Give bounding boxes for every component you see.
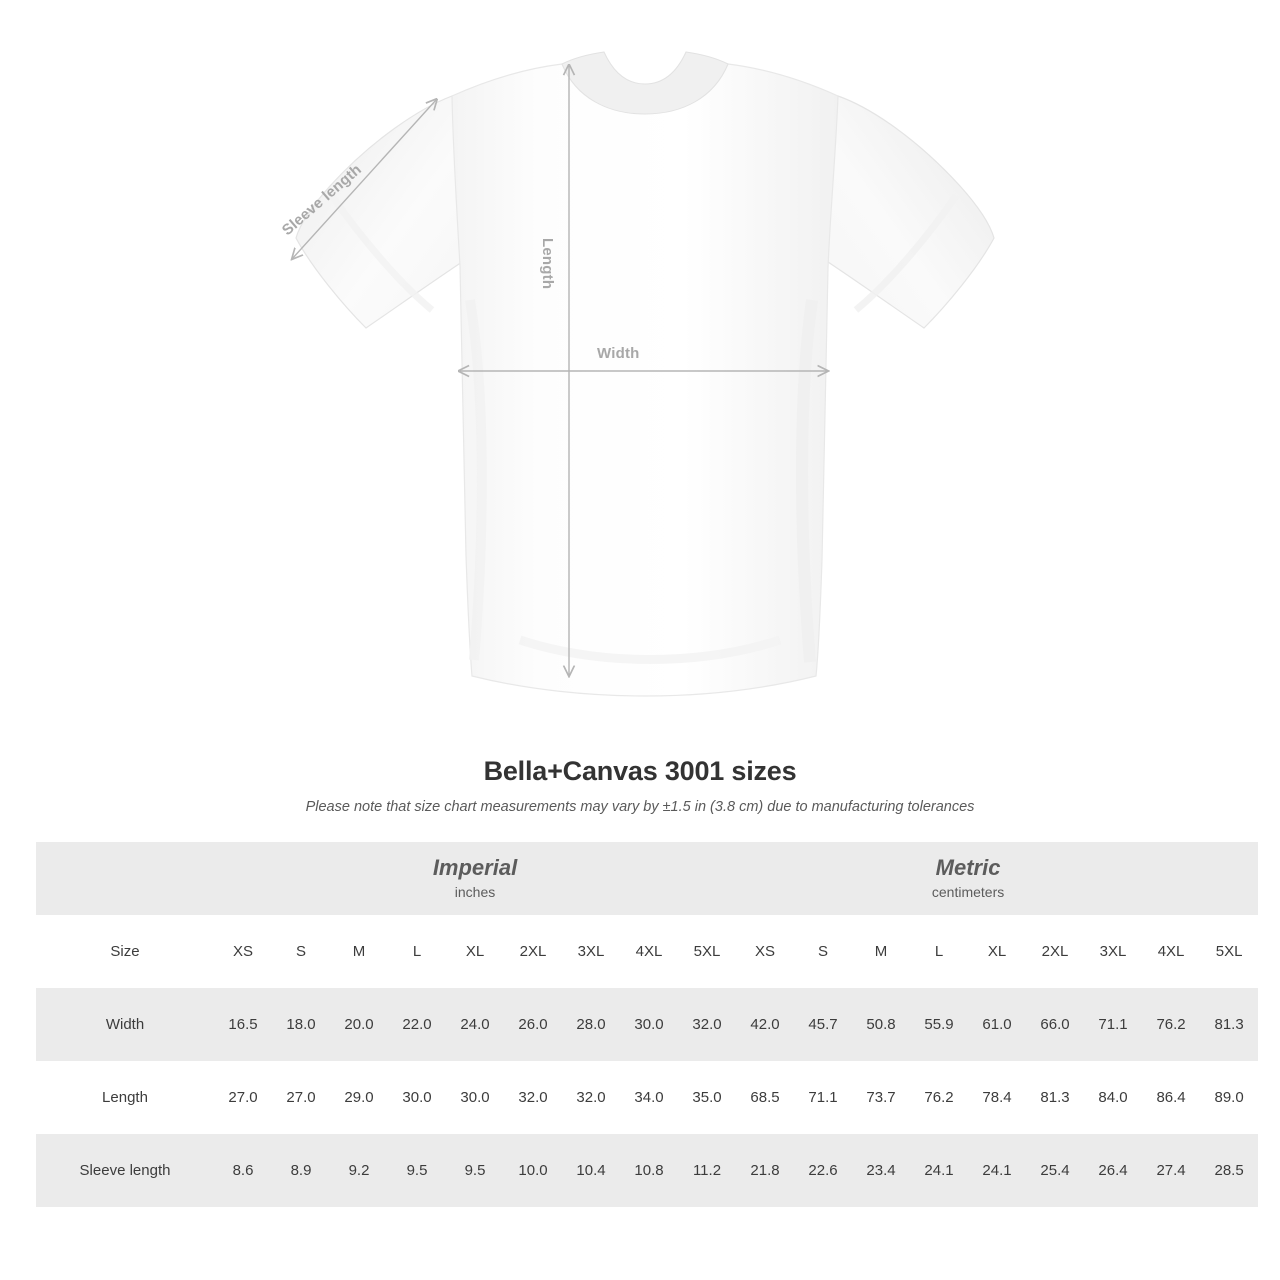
width-label: Width (597, 345, 640, 362)
table-cell: 32.0 (678, 988, 736, 1061)
size-header-cell: XL (446, 915, 504, 988)
size-header-cell: XS (214, 915, 272, 988)
table-cell: 24.0 (446, 988, 504, 1061)
table-cell: 30.0 (446, 1061, 504, 1134)
table-cell: 11.2 (678, 1134, 736, 1207)
row-label-sleeve-length: Sleeve length (36, 1134, 214, 1207)
table-cell: 28.0 (562, 988, 620, 1061)
size-header-cell: XL (968, 915, 1026, 988)
table-cell: 68.5 (736, 1061, 794, 1134)
table-cell: 28.5 (1200, 1134, 1258, 1207)
table-cell: 9.5 (446, 1134, 504, 1207)
table-row-sizes (36, 915, 1258, 988)
table-cell: 26.4 (1084, 1134, 1142, 1207)
table-cell: 73.7 (852, 1061, 910, 1134)
table-row (36, 1134, 1258, 1207)
table-cell: 78.4 (968, 1061, 1026, 1134)
table-cell: 55.9 (910, 988, 968, 1061)
table-cell: 50.8 (852, 988, 910, 1061)
table-cell: 27.0 (214, 1061, 272, 1134)
page-title: Bella+Canvas 3001 sizes (483, 756, 797, 786)
table-cell: 84.0 (1084, 1061, 1142, 1134)
table-cell: 27.4 (1142, 1134, 1200, 1207)
table-cell: 30.0 (388, 1061, 446, 1134)
size-header-cell: L (388, 915, 446, 988)
table-cell: 10.8 (620, 1134, 678, 1207)
size-header-cell: 2XL (504, 915, 562, 988)
table-cell: 8.9 (272, 1134, 330, 1207)
size-header-cell: 4XL (620, 915, 678, 988)
table-row (36, 988, 1258, 1061)
table-cell: 71.1 (1084, 988, 1142, 1061)
table-row (36, 1061, 1258, 1134)
size-header-cell: 3XL (562, 915, 620, 988)
row-label-width: Width (36, 988, 214, 1061)
shirt-body (296, 52, 994, 696)
table-cell: 9.5 (388, 1134, 446, 1207)
table-cell: 76.2 (1142, 988, 1200, 1061)
size-header-cell: 3XL (1084, 915, 1142, 988)
table-cell: 10.4 (562, 1134, 620, 1207)
size-header-cell: XS (736, 915, 794, 988)
table-cell: 24.1 (910, 1134, 968, 1207)
table-cell: 27.0 (272, 1061, 330, 1134)
table-cell: 30.0 (620, 988, 678, 1061)
table-cell: 21.8 (736, 1134, 794, 1207)
table-cell: 23.4 (852, 1134, 910, 1207)
size-header-cell: 5XL (678, 915, 736, 988)
table-cell: 16.5 (214, 988, 272, 1061)
size-header-cell: M (330, 915, 388, 988)
size-table (36, 842, 1258, 1207)
tolerance-note: Please note that size chart measurements may vary by ±1.5 in (3.8 cm) due to manufacturing tolerances (305, 799, 975, 815)
table-cell: 34.0 (620, 1061, 678, 1134)
table-cell: 20.0 (330, 988, 388, 1061)
table-cell: 8.6 (214, 1134, 272, 1207)
sleeve-length-label: Sleeve length (278, 161, 365, 239)
size-header-cell: L (910, 915, 968, 988)
table-cell: 66.0 (1026, 988, 1084, 1061)
table-cell: 32.0 (504, 1061, 562, 1134)
unit-group-metric-name: Metric (935, 855, 1001, 881)
unit-group-spacer (36, 842, 214, 915)
table-cell: 9.2 (330, 1134, 388, 1207)
table-cell: 32.0 (562, 1061, 620, 1134)
size-table-wrapper (36, 842, 1244, 1207)
table-cell: 25.4 (1026, 1134, 1084, 1207)
size-header-cell: M (852, 915, 910, 988)
table-cell: 24.1 (968, 1134, 1026, 1207)
table-cell: 42.0 (736, 988, 794, 1061)
unit-group-metric (736, 842, 1200, 915)
unit-group-imperial-sub: inches (454, 883, 496, 900)
table-cell: 45.7 (794, 988, 852, 1061)
table-cell: 18.0 (272, 988, 330, 1061)
size-header-cell: S (272, 915, 330, 988)
table-cell: 76.2 (910, 1061, 968, 1134)
size-header-cell: 5XL (1200, 915, 1258, 988)
table-cell: 89.0 (1200, 1061, 1258, 1134)
table-cell: 86.4 (1142, 1061, 1200, 1134)
row-label-length: Length (36, 1061, 214, 1134)
length-label: Length (539, 238, 556, 290)
size-row-label: Size (36, 915, 214, 988)
size-header-cell: S (794, 915, 852, 988)
unit-group-metric-sub: centimeters (931, 883, 1005, 900)
table-cell: 61.0 (968, 988, 1026, 1061)
table-cell: 22.6 (794, 1134, 852, 1207)
table-cell: 26.0 (504, 988, 562, 1061)
size-header-cell: 2XL (1026, 915, 1084, 988)
table-cell: 81.3 (1200, 988, 1258, 1061)
unit-group-metric-pad (1200, 842, 1258, 915)
size-header-cell: 4XL (1142, 915, 1200, 988)
unit-group-row (36, 842, 1258, 915)
table-cell: 22.0 (388, 988, 446, 1061)
table-cell: 10.0 (504, 1134, 562, 1207)
unit-group-imperial (214, 842, 736, 915)
unit-group-imperial-name: Imperial (432, 855, 518, 881)
table-cell: 71.1 (794, 1061, 852, 1134)
table-cell: 35.0 (678, 1061, 736, 1134)
table-cell: 29.0 (330, 1061, 388, 1134)
table-cell: 81.3 (1026, 1061, 1084, 1134)
